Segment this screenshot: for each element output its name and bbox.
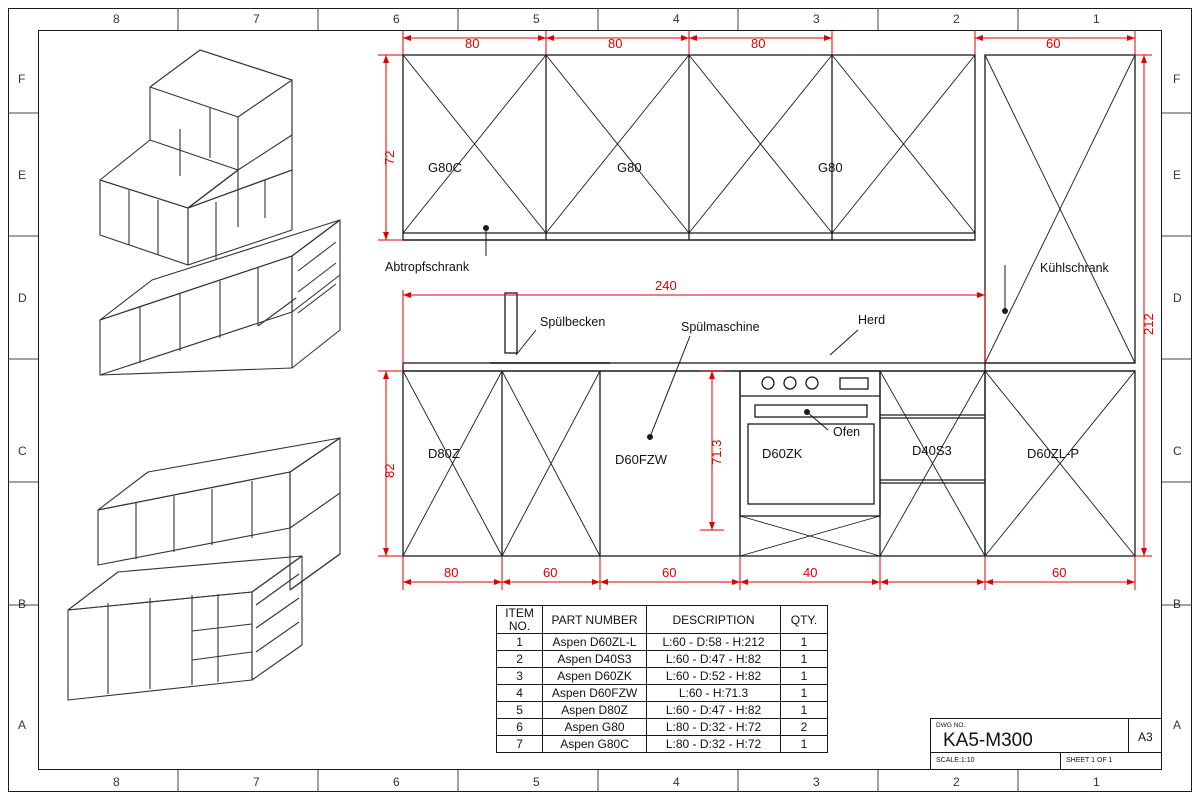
lower-cabinet-label-d80z: D80Z xyxy=(428,446,460,461)
frame-row-right-E: E xyxy=(1173,168,1182,182)
bom-cell-part: Aspen G80C xyxy=(543,736,647,753)
frame-col-bottom-7: 7 xyxy=(253,775,260,789)
dim-top-1: 80 xyxy=(465,36,480,51)
bom-cell-qty: 1 xyxy=(781,685,828,702)
frame-col-bottom-3: 3 xyxy=(813,775,820,789)
dim-bottom-4: 40 xyxy=(803,565,818,580)
title-block-size: A3 xyxy=(1138,730,1153,744)
frame-row-left-D: D xyxy=(18,291,27,305)
bom-cell-desc: L:60 - H:71.3 xyxy=(647,685,781,702)
frame-col-top-1: 1 xyxy=(1093,12,1100,26)
frame-col-top-4: 4 xyxy=(673,12,680,26)
title-block-divider-h xyxy=(930,752,1162,753)
bom-cell-part: Aspen D80Z xyxy=(543,702,647,719)
frame-col-top-2: 2 xyxy=(953,12,960,26)
lower-cabinet-label-d60zk: D60ZK xyxy=(762,446,803,461)
bom-cell-desc: L:60 - D:58 - H:212 xyxy=(647,634,781,651)
bom-cell-desc: L:80 - D:32 - H:72 xyxy=(647,736,781,753)
bom-cell-desc: L:60 - D:47 - H:82 xyxy=(647,651,781,668)
frame-col-top-7: 7 xyxy=(253,12,260,26)
dim-top-3: 80 xyxy=(751,36,766,51)
frame-col-bottom-5: 5 xyxy=(533,775,540,789)
table-row xyxy=(497,685,828,702)
annotation-spuelmaschine: Spülmaschine xyxy=(681,320,760,334)
bom-cell-item: 1 xyxy=(497,634,543,651)
bom-cell-item: 7 xyxy=(497,736,543,753)
bom-cell-part: Aspen D60ZK xyxy=(543,668,647,685)
bom-cell-part: Aspen G80 xyxy=(543,719,647,736)
bom-cell-desc: L:60 - D:52 - H:82 xyxy=(647,668,781,685)
lower-cabinet-label-d40s3: D40S3 xyxy=(912,443,952,458)
title-block-dwg-label: DWG NO. xyxy=(936,722,966,729)
title-block-divider-v-right xyxy=(1128,718,1129,752)
title-block-scale: SCALE:1:10 xyxy=(936,757,975,764)
frame-row-right-C: C xyxy=(1173,444,1182,458)
title-block-sheet: SHEET 1 OF 1 xyxy=(1066,757,1113,764)
bom-cell-item: 4 xyxy=(497,685,543,702)
bom-table xyxy=(496,605,828,753)
frame-col-top-6: 6 xyxy=(393,12,400,26)
table-row xyxy=(497,634,828,651)
frame-col-top-5: 5 xyxy=(533,12,540,26)
bom-cell-qty: 1 xyxy=(781,634,828,651)
title-block-dwg-no: KA5-M300 xyxy=(943,730,1033,751)
frame-row-left-B: B xyxy=(18,597,27,611)
bom-cell-qty: 1 xyxy=(781,651,828,668)
dim-top-2: 80 xyxy=(608,36,623,51)
annotation-abtropfschrank: Abtropfschrank xyxy=(385,260,470,274)
annotation-spuelbecken: Spülbecken xyxy=(540,315,606,329)
frame-col-bottom-8: 8 xyxy=(113,775,120,789)
bom-header-part: PART NUMBER xyxy=(543,606,647,634)
frame-row-left-C: C xyxy=(18,444,27,458)
frame-col-bottom-6: 6 xyxy=(393,775,400,789)
bom-cell-desc: L:80 - D:32 - H:72 xyxy=(647,719,781,736)
bom-cell-item: 3 xyxy=(497,668,543,685)
annotation-herd: Herd xyxy=(858,313,886,327)
frame-col-top-3: 3 xyxy=(813,12,820,26)
bom-header-qty: QTY. xyxy=(781,606,828,634)
bom-cell-desc: L:60 - D:47 - H:82 xyxy=(647,702,781,719)
frame-row-right-B: B xyxy=(1173,597,1182,611)
bom-cell-item: 2 xyxy=(497,651,543,668)
annotation-kuehlschrank: Kühlschrank xyxy=(1040,261,1109,275)
bom-cell-part: Aspen D60FZW xyxy=(543,685,647,702)
bom-cell-qty: 1 xyxy=(781,702,828,719)
upper-cabinet-label-g80-1: G80 xyxy=(617,160,642,175)
frame-row-right-F: F xyxy=(1173,72,1181,86)
upper-cabinet-label-g80-2: G80 xyxy=(818,160,843,175)
dim-left-lower-82: 82 xyxy=(382,463,397,478)
dim-bottom-2: 60 xyxy=(543,565,558,580)
dim-inner-71-3: 71.3 xyxy=(709,439,724,465)
table-row xyxy=(497,668,828,685)
table-row xyxy=(497,736,828,753)
bom-cell-qty: 1 xyxy=(781,736,828,753)
dim-bottom-3: 60 xyxy=(662,565,677,580)
bom-cell-part: Aspen D60ZL-L xyxy=(543,634,647,651)
table-row xyxy=(497,719,828,736)
tall-cabinet-label-d60zlp: D60ZL-P xyxy=(1027,446,1080,461)
frame-col-top-8: 8 xyxy=(113,12,120,26)
table-row xyxy=(497,702,828,719)
dim-left-upper-72: 72 xyxy=(382,150,397,165)
table-row xyxy=(497,651,828,668)
upper-cabinet-label-g80c: G80C xyxy=(428,160,462,175)
dim-bottom-1: 80 xyxy=(444,565,459,580)
frame-row-left-A: A xyxy=(18,718,27,732)
bom-header-desc: DESCRIPTION xyxy=(647,606,781,634)
lower-cabinet-label-d60fzw: D60FZW xyxy=(615,452,667,467)
bom-cell-item: 6 xyxy=(497,719,543,736)
bom-cell-qty: 2 xyxy=(781,719,828,736)
frame-col-bottom-2: 2 xyxy=(953,775,960,789)
frame-row-right-A: A xyxy=(1173,718,1182,732)
bom-cell-qty: 1 xyxy=(781,668,828,685)
bom-cell-item: 5 xyxy=(497,702,543,719)
dim-mid-240: 240 xyxy=(655,278,677,293)
title-block-divider-v-scale xyxy=(1060,752,1061,770)
dim-top-4: 60 xyxy=(1046,36,1061,51)
annotation-ofen: Ofen xyxy=(833,425,861,439)
frame-col-bottom-1: 1 xyxy=(1093,775,1100,789)
frame-row-left-F: F xyxy=(18,72,26,86)
frame-row-right-D: D xyxy=(1173,291,1182,305)
frame-col-bottom-4: 4 xyxy=(673,775,680,789)
dim-bottom-5: 60 xyxy=(1052,565,1067,580)
dim-right-212: 212 xyxy=(1141,313,1156,335)
frame-row-left-E: E xyxy=(18,168,27,182)
bom-cell-part: Aspen D40S3 xyxy=(543,651,647,668)
bom-header-row xyxy=(497,606,828,634)
bom-header-item: ITEM NO. xyxy=(497,606,543,634)
